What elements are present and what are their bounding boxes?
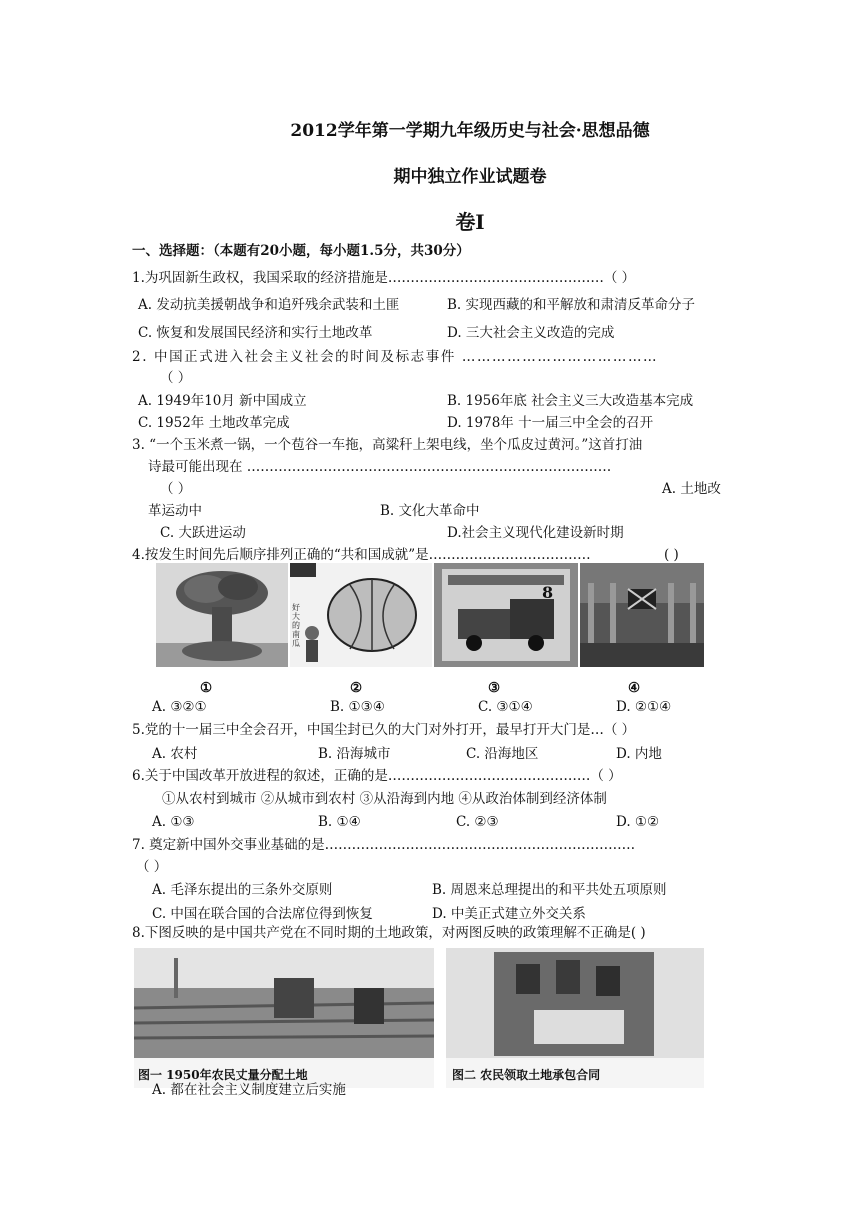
q1-option-d: D. 三大社会主义改造的完成 bbox=[447, 325, 615, 341]
figure1-caption: 图一 1950年农民丈量分配土地 bbox=[138, 1068, 308, 1082]
q7-option-a: A. 毛泽东提出的三条外交原则 bbox=[152, 882, 333, 898]
q5-option-a: A. 农村 bbox=[152, 746, 198, 762]
q2-option-d: D. 1978年 十一届三中全会的召开 bbox=[447, 415, 654, 431]
figure-land-distribution bbox=[134, 948, 434, 1088]
q1-option-c: C. 恢复和发展国民经济和实行土地改革 bbox=[138, 325, 373, 341]
q2-paren: （ ） bbox=[160, 370, 192, 386]
q3-stem: 3. “一个玉米煮一锅，一个苞谷一车拖，高粱秆上架电线，坐个瓜皮过黄河。”这首打油 bbox=[132, 437, 643, 453]
q4-stem: 4.按发生时间先后顺序排列正确的“共和国成就”是……………………………… bbox=[132, 547, 591, 563]
q3-option-c: C. 大跃进运动 bbox=[160, 525, 246, 541]
q6-option-b: B. ①④ bbox=[318, 814, 361, 830]
q5-option-b: B. 沿海城市 bbox=[318, 746, 391, 762]
q7-option-c: C. 中国在联合国的合法席位得到恢复 bbox=[152, 906, 373, 922]
q7-paren: （ ） bbox=[136, 859, 168, 875]
stamp-truck bbox=[434, 563, 578, 667]
q4-label-1: ① bbox=[200, 680, 213, 696]
q2-option-b: B. 1956年底 社会主义三大改造基本完成 bbox=[447, 393, 694, 409]
q5-option-d: D. 内地 bbox=[616, 746, 662, 762]
stamp-value: 8 bbox=[542, 583, 554, 602]
figure2-caption: 图二 农民领取土地承包合同 bbox=[452, 1068, 601, 1082]
q3-option-b: B. 文化大革命中 bbox=[380, 503, 480, 519]
q6-option-d: D. ①② bbox=[616, 814, 660, 830]
q3-stem2: 诗最可能出现在 ……………………………………………………………………… bbox=[148, 459, 612, 475]
figure-land-contract bbox=[446, 948, 704, 1088]
q2-option-a: A. 1949年10月 新中国成立 bbox=[138, 393, 307, 409]
poster-big-pumpkin bbox=[290, 563, 432, 667]
q4-label-4: ④ bbox=[628, 680, 641, 696]
q6-option-a: A. ①③ bbox=[152, 814, 195, 830]
volume-title: 卷Ⅰ bbox=[455, 210, 485, 234]
photo-mushroom-cloud bbox=[156, 563, 288, 667]
q5-option-c: C. 沿海地区 bbox=[466, 746, 539, 762]
q6-option-c: C. ②③ bbox=[456, 814, 499, 830]
q4-paren: ( ) bbox=[664, 547, 679, 563]
q4-option-d: D. ②①④ bbox=[616, 699, 672, 715]
q6-statements: ①从农村到城市 ②从城市到农村 ③从沿海到内地 ④从政治体制到经济体制 bbox=[162, 791, 607, 807]
q8-option-a: A. 都在社会主义制度建立后实施 bbox=[152, 1082, 346, 1098]
title-line1: 2012学年第一学期九年级历史与社会·思想品德 bbox=[290, 121, 650, 141]
q4-option-c: C. ③①④ bbox=[478, 699, 533, 715]
q7-option-b: B. 周恩来总理提出的和平共处五项原则 bbox=[432, 882, 667, 898]
q1-option-a: A. 发动抗美援朝战争和追歼残余武装和土匪 bbox=[138, 297, 400, 313]
q3-option-d: D.社会主义现代化建设新时期 bbox=[447, 525, 624, 541]
q7-option-d: D. 中美正式建立外交关系 bbox=[432, 906, 586, 922]
q1-option-b: B. 实现西藏的和平解放和肃清反革命分子 bbox=[447, 297, 696, 313]
q2-stem: 2. 中国正式进入社会主义社会的时间及标志事件 ………………………………… bbox=[132, 349, 659, 365]
section-heading: 一、选择题：（本题有20小题，每小题1.5分，共30分） bbox=[132, 243, 470, 259]
poster-caption: 好大的南瓜 bbox=[292, 603, 300, 648]
q4-option-a: A. ③②① bbox=[152, 699, 207, 715]
q1-stem: 1.为巩固新生政权，我国采取的经济措施是…………………………………………（ ） bbox=[132, 270, 636, 286]
title-line2: 期中独立作业试题卷 bbox=[393, 167, 547, 187]
photo-ceremony bbox=[580, 563, 704, 667]
q8-stem: 8.下图反映的是中国共产党在不同时期的土地政策，对两图反映的政策理解不正确是( ) bbox=[132, 925, 646, 941]
q3-option-a1: A. 土地改 bbox=[662, 481, 721, 497]
q3-paren: （ ） bbox=[160, 481, 192, 497]
q7-stem: 7. 奠定新中国外交事业基础的是…………………………………………………………… bbox=[132, 837, 636, 853]
q3-option-a2: 革运动中 bbox=[148, 503, 202, 519]
q4-label-2: ② bbox=[350, 680, 363, 696]
q2-option-c: C. 1952年 土地改革完成 bbox=[138, 415, 290, 431]
q6-stem: 6.关于中国改革开放进程的叙述，正确的是………………………………………（ ） bbox=[132, 768, 622, 784]
q4-option-b: B. ①③④ bbox=[330, 699, 385, 715]
q5-stem: 5.党的十一届三中全会召开，中国尘封已久的大门对外打开，最早打开大门是…（ ） bbox=[132, 722, 636, 738]
q4-label-3: ③ bbox=[488, 680, 501, 696]
